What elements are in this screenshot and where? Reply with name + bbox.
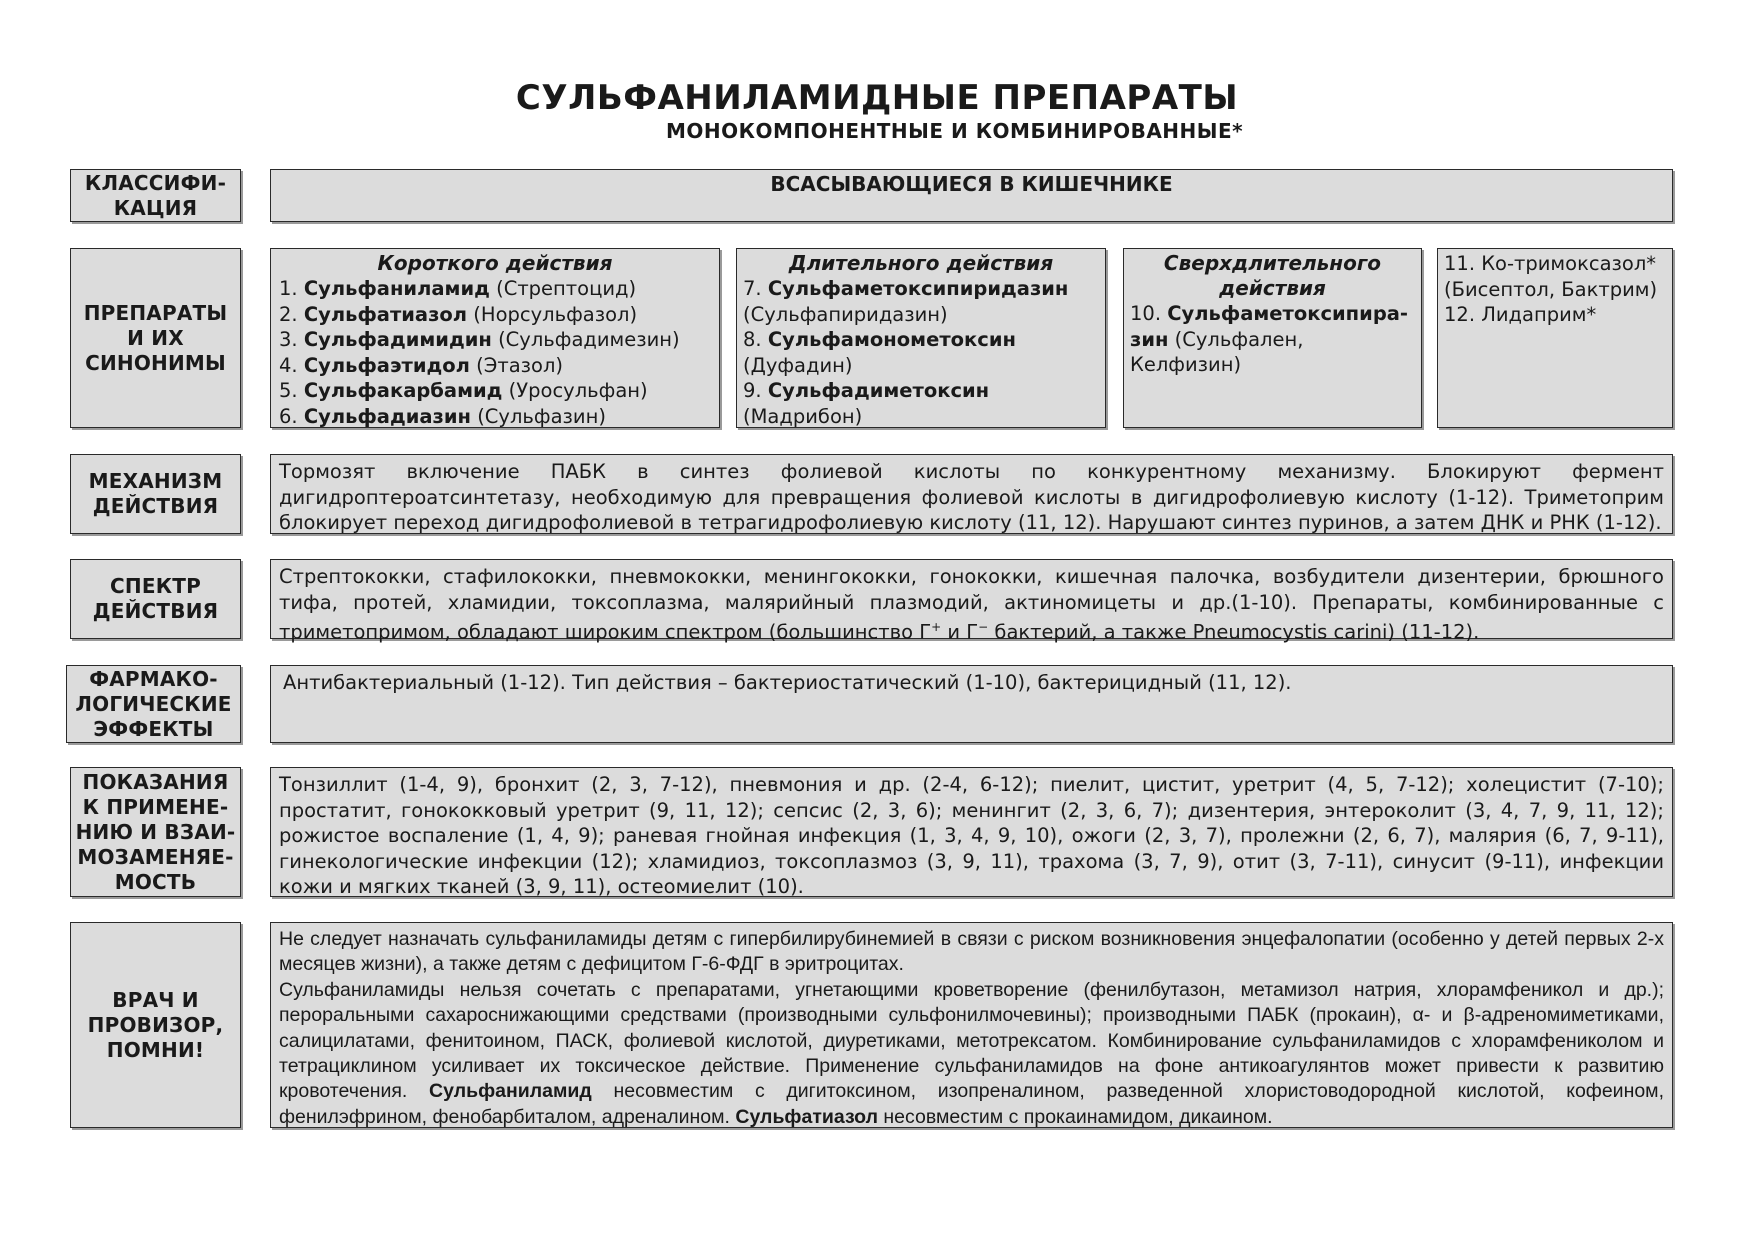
indications-text: Тонзиллит (1-4, 9), бронхит (2, 3, 7-12), пневмония и др. (2-4, 6-12); пиелит, цистит, уретрит (4, 5, 7-12); холецистит (7-10); простатит, гонококковый уретрит (9, 11, 12); сепсис (2, 3, 6); менингит (2, 3, 6, 7); дизентерия, энтероколит (3, 4, 7, 9, 11, 12); рожистое воспаление (1, 4, 9); раневая гнойная инфекция (1, 3, 4, 9, 10), ожоги (2, 3, 7), пролежни (2, 6, 7), малярия (6, 7, 9-11), гинекологические инфекции (12); хламидиоз, токсоплазмоз (3, 9, 11), трахома (3, 7, 9), отит (3, 7-11), синусит (9-11), инфекции кожи и мягких тканей (3, 9, 11), остеомиелит (10). — [279, 773, 1664, 898]
drug-name: Сульфадимидин — [303, 328, 492, 351]
warning-drug-sulfathiazole: Сульфатиазол — [735, 1105, 878, 1128]
group-long-heading: Длительного действия — [788, 251, 1054, 275]
spectrum-part-2: и Г — [941, 620, 979, 644]
drug-item — [743, 378, 1099, 429]
label-mechanism-text: МЕХАНИЗМ ДЕЙСТВИЯ — [88, 469, 223, 518]
drug-item — [279, 327, 711, 353]
label-warning-text: ВРАЧ И ПРОВИЗОР, ПОМНИ! — [87, 987, 224, 1062]
drug-synonym: (Сульфадимезин) — [498, 328, 680, 351]
label-warning — [70, 922, 241, 1128]
drug-name: Сульфадиметоксин — [767, 379, 990, 402]
label-classification — [70, 169, 241, 222]
combined-line-3: 12. Лидаприм* — [1444, 303, 1597, 326]
drug-item — [743, 327, 1099, 378]
page-title: СУЛЬФАНИЛАМИДНЫЕ ПРЕПАРАТЫ — [515, 78, 1239, 118]
label-indications — [70, 767, 241, 897]
group-short-heading: Короткого действия — [377, 251, 613, 275]
group-short-list — [279, 276, 711, 429]
label-effects-text: ФАРМАКО- ЛОГИЧЕСКИЕ ЭФФЕКТЫ — [75, 666, 232, 741]
warning-text-b: несовместим с дигитоксином, изопреналином, разведенной хлористоводородной кислотой, кофеином, фенилэфрином, фенобарбиталом, адреналином. — [279, 1080, 1665, 1128]
drug-name: Сульфатиазол — [303, 302, 468, 326]
spectrum-box — [270, 559, 1673, 644]
drug-synonym: (Сульфапиридазин) — [743, 302, 948, 326]
drug-number: 4. — [279, 353, 298, 377]
drug-synonym: (Дуфадин) — [743, 353, 853, 377]
drug-item — [279, 276, 711, 302]
drug-name: Сульфаметоксипиридазин — [767, 277, 1069, 300]
label-indications-text: ПОКАЗАНИЯ К ПРИМЕНЕ- НИЮ И ВЗАИ- МОЗАМЕНЯЕ- МОСТЬ — [75, 769, 236, 894]
warning-box — [270, 922, 1673, 1128]
group-ultra-heading: Сверхдлительного действия — [1163, 251, 1382, 300]
indications-box — [270, 767, 1673, 897]
spectrum-text — [279, 564, 1664, 645]
warning-drug-sulfanilamide: Сульфаниламид — [429, 1080, 592, 1103]
drug-synonym: (Мадрибон) — [743, 404, 863, 428]
drug-item — [279, 302, 711, 328]
drug-synonym: (Норсульфазол) — [473, 302, 638, 326]
drug-number: 5. — [279, 379, 298, 402]
classification-text: ВСАСЫВАЮЩИЕСЯ В КИШЕЧНИКЕ — [770, 172, 1173, 196]
drug-number: 6. — [279, 404, 298, 428]
drug-item — [1130, 301, 1415, 378]
group-combined — [1437, 248, 1673, 428]
group-ultra-long-acting — [1123, 248, 1422, 428]
group-long-list — [743, 276, 1099, 429]
drug-name: Сульфакарбамид — [303, 379, 503, 402]
drug-synonym: (Стрептоцид) — [496, 277, 637, 300]
drug-item — [279, 404, 711, 430]
gram-negative-sup: − — [978, 620, 989, 634]
mechanism-text: Тормозят включение ПАБК в синтез фолиевой кислоты по конкурентному механизму. Блокируют фермент дигидроптероатсинтетазу, необходимую для превращения фолиевой кислоты в дигидрофолиевую кислоту (1-12). Триметоприм блокирует переход дигидрофолиевой в тетрагидрофолиевую кислоту (11, 12). Нарушают синтез пуринов, а затем ДНК и РНК (1-12). — [279, 460, 1664, 534]
label-drugs-text: ПРЕПАРАТЫ И ИХ СИНОНИМЫ — [83, 300, 228, 375]
spectrum-part-1: Стрептококки, стафилококки, пневмококки, менингококки, гонококки, кишечная палочка, возбудители дизентерии, брюшного тифа, протей, хламидии, токсоплазма, малярийный плазмодий, актиномицеты и др.(1-10). Препараты, комбинированные с триметопримом, обладают широким спектром (большинство Г — [279, 565, 1664, 644]
drug-number: 8. — [743, 328, 762, 351]
drug-number: 3. — [279, 328, 298, 351]
combined-line-2: (Бисептол, Бактрим) — [1444, 277, 1658, 301]
warning-text-a: Сульфаниламиды нельзя сочетать с препаратами, угнетающими кроветворение (фенилбутазон, метамизол натрия, хлорамфеникол и др.); пероральными сахароснижающими средствами (производными сульфонилмочевины); производными ПАБК (прокаин), α- и β-адреномиметиками, салицилатами, фенитоином, ПАСК, фолиевой кислотой, диуретиками, метотрексатом. Комбинирование сульфаниламидов с хлорамфениколом и тетрациклином усиливает их токсическое действие. Применение сульфаниламидов на фоне антикоагулянтов может привести к развитию кровотечения. — [279, 978, 1664, 1103]
label-spectrum-text: СПЕКТР ДЕЙСТВИЯ — [92, 574, 219, 623]
warning-text-c: несовместим с прокаинамидом, дикаином. — [877, 1105, 1273, 1128]
group-short-acting — [270, 248, 720, 428]
drug-synonym: (Этазол) — [476, 353, 564, 377]
warning-paragraph-1: Не следует назначать сульфаниламиды детям с гипербилирубинемией в связи с риском возникновения энцефалопатии (особенно у детей первых 2-х месяцев жизни), а также детям с дефицитом Г-6-ФДГ в эритроцитах. — [279, 928, 1664, 976]
drug-number: 1. — [279, 277, 298, 300]
effects-box — [270, 665, 1673, 743]
label-mechanism — [70, 454, 241, 534]
effects-text: Антибактериальный (1-12). Тип действия – бактериостатический (1-10), бактерицидный (11, 12). — [283, 671, 1292, 694]
drug-name: Сульфаэтидол — [303, 353, 470, 377]
mechanism-box — [270, 454, 1673, 534]
label-drugs — [70, 248, 241, 428]
drug-name: Сульфадиазин — [303, 404, 471, 428]
drug-name: Сульфаметоксипира-зин — [1130, 302, 1409, 351]
spectrum-part-3: бактерий, а также Pneumocystis carini) (11-12). — [988, 620, 1480, 644]
label-spectrum — [70, 559, 241, 639]
drug-number: 7. — [743, 277, 762, 300]
group-long-acting — [736, 248, 1106, 428]
drug-number: 2. — [279, 302, 298, 326]
drug-item — [279, 378, 711, 404]
page-subtitle: МОНОКОМПОНЕНТНЫЕ И КОМБИНИРОВАННЫЕ* — [666, 119, 1244, 143]
drug-name: Сульфамонометоксин — [767, 328, 1016, 351]
warning-paragraph-2 — [279, 978, 1664, 1130]
combined-line-1: 11. Ко-тримоксазол* — [1444, 252, 1657, 275]
label-effects — [66, 665, 241, 743]
drug-number: 9. — [743, 379, 762, 402]
drug-item — [743, 276, 1099, 327]
drug-name: Сульфаниламид — [303, 277, 490, 300]
drug-synonym: (Уросульфан) — [508, 379, 648, 402]
drug-synonym: (Сульфален, Келфизин) — [1130, 327, 1304, 376]
gram-positive-sup: + — [931, 620, 942, 634]
label-classification-text: КЛАССИФИ- КАЦИЯ — [84, 170, 227, 220]
classification-box — [270, 169, 1673, 222]
drug-synonym: (Сульфазин) — [477, 404, 606, 428]
drug-number: 10. — [1130, 302, 1162, 325]
drug-item — [279, 353, 711, 379]
